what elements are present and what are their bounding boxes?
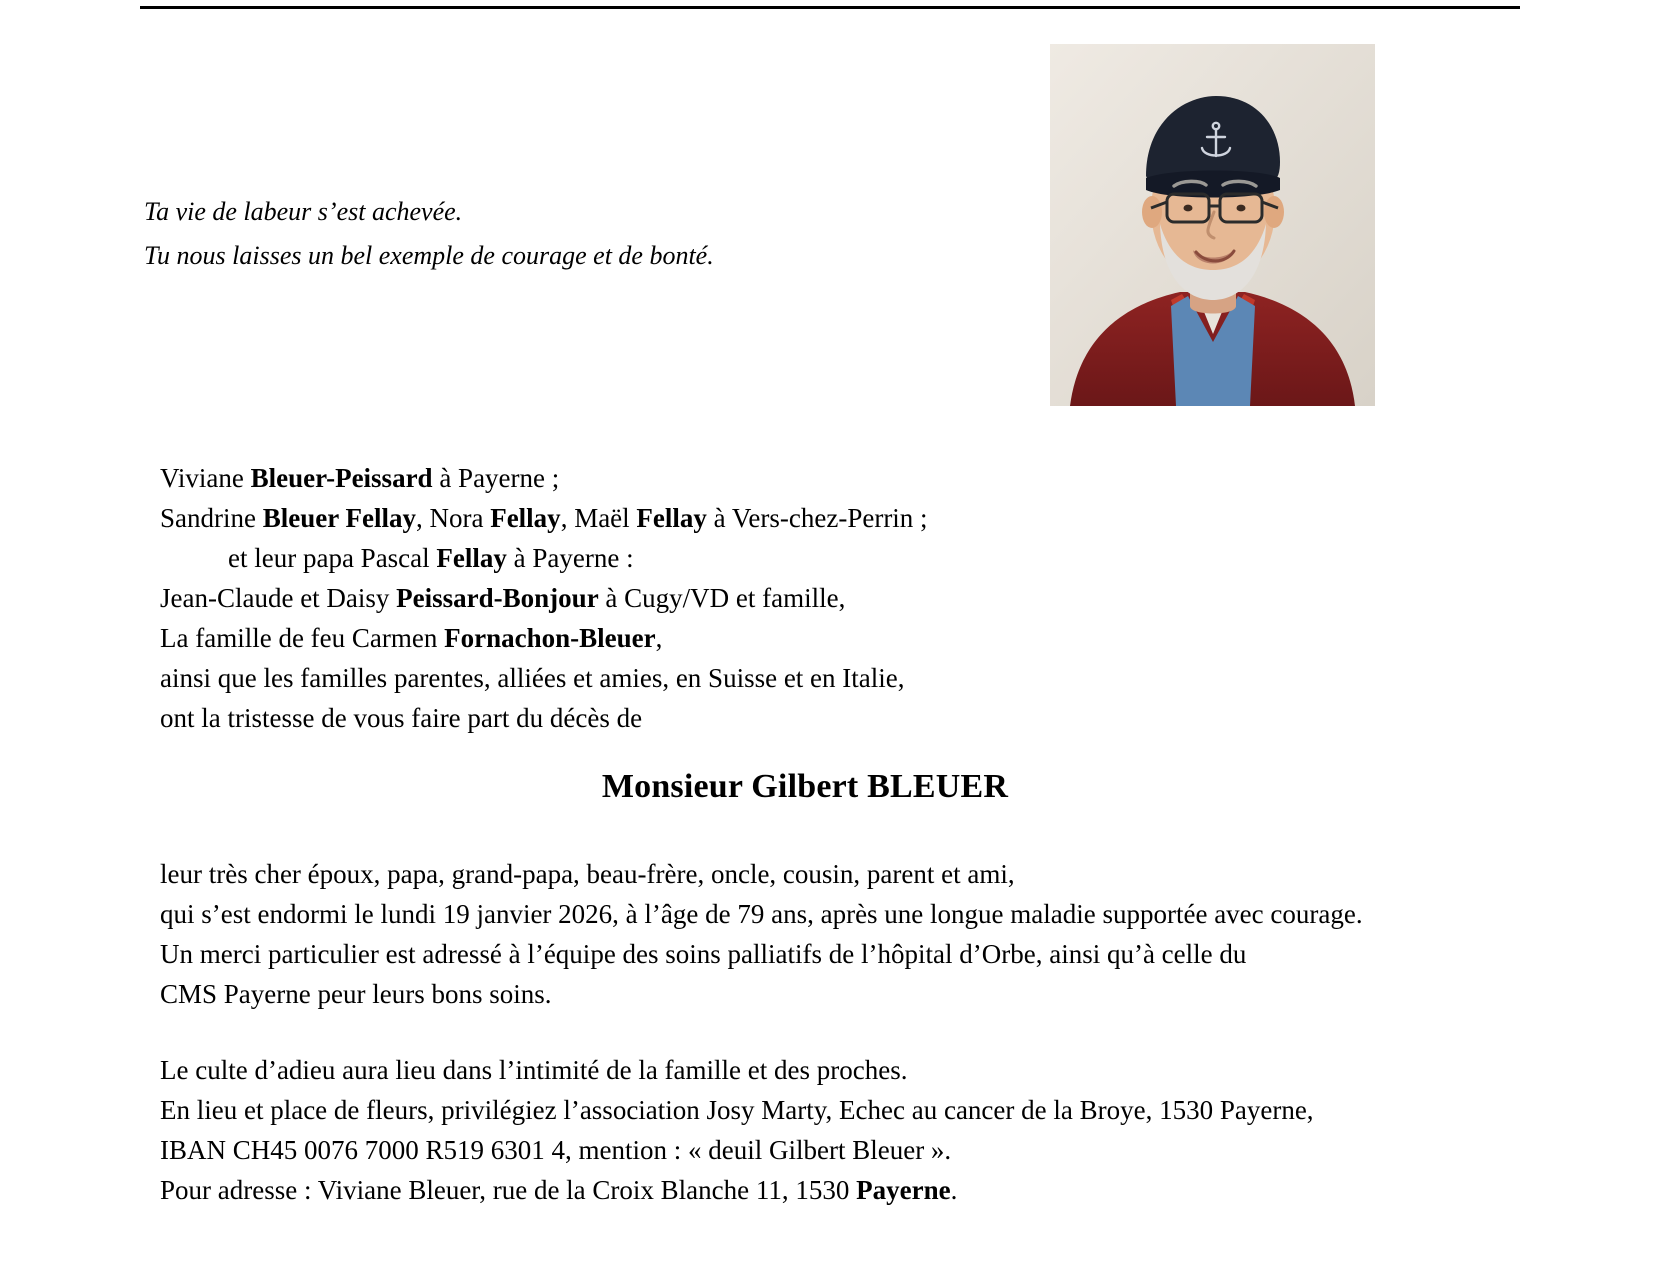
text-fragment: La famille de feu Carmen	[160, 623, 445, 653]
body-line-2-2	[160, 1090, 1560, 1130]
family-announcement-block	[160, 458, 1490, 738]
text-fragment: , Nora	[415, 503, 491, 533]
body-line-1-3	[160, 934, 1560, 974]
text-fragment: CMS Payerne peur leurs bons soins.	[160, 979, 552, 1009]
family-line-4	[160, 578, 1490, 618]
text-fragment: à Payerne ;	[432, 463, 560, 493]
text-fragment: Pour adresse : Viviane Bleuer, rue de la Croix Blanche 11, 1530	[160, 1175, 857, 1205]
text-fragment: et leur papa Pascal	[228, 543, 437, 573]
text-fragment: à Cugy/VD et famille,	[598, 583, 846, 613]
text-fragment: , Maël	[560, 503, 637, 533]
text-fragment: IBAN CH45 0076 7000 R519 6301 4, mention : « deuil Gilbert Bleuer ».	[160, 1135, 952, 1165]
family-line-7	[160, 698, 1490, 738]
body-line-2-4	[160, 1170, 1560, 1210]
family-name-bold: Fellay	[436, 543, 507, 573]
family-name-bold: Peissard-Bonjour	[396, 583, 599, 613]
text-fragment: à Vers-chez-Perrin ;	[706, 503, 928, 533]
notice-body	[160, 854, 1560, 1210]
body-line-2-3	[160, 1130, 1560, 1170]
text-fragment: En lieu et place de fleurs, privilégiez l’association Josy Marty, Echec au cancer de la Broye, 1530 Payerne,	[160, 1095, 1314, 1125]
epigraph-line-1: Ta vie de labeur s’est achevée.	[144, 197, 463, 226]
body-paragraph-1	[160, 854, 1560, 1014]
family-name-bold: Bleuer Fellay	[262, 503, 416, 533]
portrait-photo	[1050, 44, 1375, 406]
epigraph-line-2: Tu nous laisses un bel exemple de courage et de bonté.	[144, 241, 714, 270]
family-line-3	[160, 538, 1490, 578]
text-fragment: ainsi que les familles parentes, alliées et amies, en Suisse et en Italie,	[160, 663, 905, 693]
family-name-bold: Payerne	[856, 1175, 951, 1205]
text-fragment: Jean-Claude et Daisy	[160, 583, 397, 613]
top-horizontal-rule	[140, 6, 1520, 9]
text-fragment: qui s’est endormi le lundi 19 janvier 2026, à l’âge de 79 ans, après une longue maladie supportée avec courage.	[160, 899, 1363, 929]
family-name-bold: Bleuer-Peissard	[250, 463, 433, 493]
text-fragment: ont la tristesse de vous faire part du décès de	[160, 703, 643, 733]
text-fragment: Un merci particulier est adressé à l’équipe des soins palliatifs de l’hôpital d’Orbe, ainsi qu’à celle du	[160, 939, 1247, 969]
body-line-2-1	[160, 1050, 1560, 1090]
text-fragment: Viviane	[160, 463, 251, 493]
family-line-6	[160, 658, 1490, 698]
family-line-5	[160, 618, 1490, 658]
body-line-1-4	[160, 974, 1560, 1014]
epigraph	[144, 190, 964, 278]
family-name-bold: Fornachon-Bleuer	[444, 623, 656, 653]
family-line-2	[160, 498, 1490, 538]
body-line-1-1	[160, 854, 1560, 894]
text-fragment: leur très cher époux, papa, grand-papa, beau-frère, oncle, cousin, parent et ami,	[160, 859, 1015, 889]
text-fragment: .	[950, 1175, 958, 1205]
deceased-name: Monsieur Gilbert BLEUER	[601, 768, 1009, 805]
text-fragment: Sandrine	[160, 503, 263, 533]
body-line-1-2	[160, 894, 1560, 934]
text-fragment: ,	[655, 623, 663, 653]
text-fragment: Le culte d’adieu aura lieu dans l’intimité de la famille et des proches.	[160, 1055, 908, 1085]
family-name-bold: Fellay	[636, 503, 707, 533]
family-line-1	[160, 458, 1490, 498]
body-paragraph-2	[160, 1050, 1560, 1210]
text-fragment: à Payerne :	[506, 543, 634, 573]
family-name-bold: Fellay	[490, 503, 561, 533]
